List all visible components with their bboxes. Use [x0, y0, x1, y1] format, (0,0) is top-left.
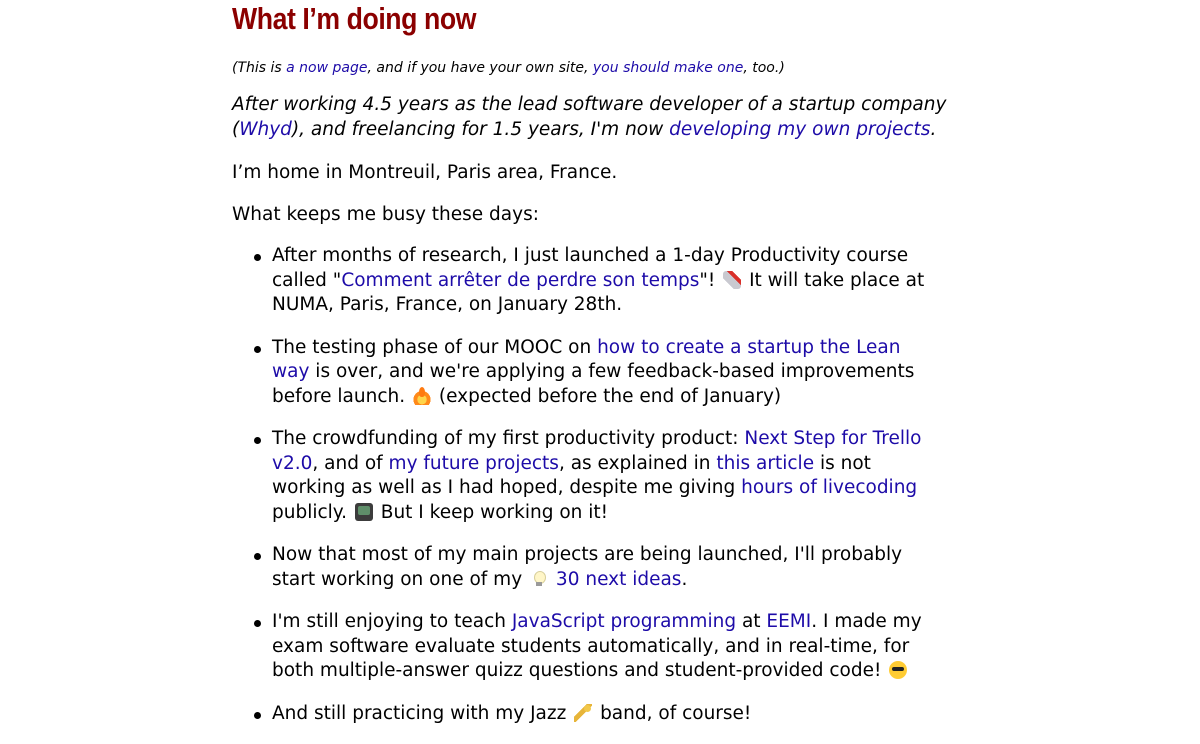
whyd-link[interactable]: Whyd: [239, 119, 292, 140]
bullet-icon: [254, 437, 261, 444]
item-text: (expected before the end of January): [433, 385, 782, 407]
fire-icon: [413, 387, 431, 405]
note-text: , and if you have your own site,: [367, 60, 593, 76]
next-ideas-link[interactable]: 30 next ideas: [555, 568, 682, 590]
note-text: (This is: [232, 60, 287, 76]
item-text: "!: [699, 269, 722, 291]
intro-text: After working 4.5 years as the lead software developer of a startup company (: [232, 94, 947, 140]
tv-icon: [355, 503, 373, 521]
item-text: After months of research, I just launched a 1-day Productivity course called ": [272, 245, 909, 291]
item-text: . I made my exam software evaluate students automatically, and in real-time, for both multiple-answer quizz questions and student-provided code!: [272, 611, 922, 681]
make-one-link[interactable]: you should make one: [592, 60, 744, 76]
item-text: The testing phase of our MOOC on: [272, 336, 598, 358]
item-text: is not working as well as I had hoped, despite me giving: [272, 452, 871, 498]
page-title: What I’m doing now: [232, 1, 477, 36]
bullet-icon: [254, 620, 261, 627]
busy-intro-paragraph: What keeps me busy these days:: [232, 204, 539, 225]
bullet-icon: [254, 254, 261, 261]
activity-list: [232, 244, 932, 744]
lightbulb-icon: [530, 570, 548, 588]
now-page-note: [232, 58, 972, 78]
intro-text: ), and freelancing for 1.5 years, I'm now: [291, 119, 670, 140]
sunglasses-face-icon: [889, 661, 907, 679]
list-item: [232, 244, 932, 318]
list-item: [232, 543, 932, 592]
item-text: It will take place at NUMA, Paris, France, on January 28th.: [272, 269, 925, 315]
item-text: , as explained in: [558, 452, 717, 474]
lean-startup-link[interactable]: how to create a startup the Lean way: [272, 336, 901, 382]
this-article-link[interactable]: this article: [716, 452, 815, 474]
item-text: But I keep working on it!: [374, 501, 609, 523]
intro-text: .: [930, 119, 937, 140]
list-item: [232, 702, 932, 727]
item-text: band, of course!: [594, 702, 752, 724]
location-paragraph: I’m home in Montreuil, Paris area, France.: [232, 162, 618, 183]
item-text: , and of: [312, 452, 389, 474]
item-text: The crowdfunding of my first productivity product:: [272, 428, 745, 449]
bullet-icon: [254, 553, 261, 560]
list-item: [232, 336, 932, 410]
livecoding-link[interactable]: hours of livecoding: [741, 477, 918, 498]
own-projects-link[interactable]: developing my own projects: [669, 119, 931, 140]
item-text: And still practicing with my Jazz: [272, 702, 573, 724]
list-item: [232, 610, 932, 684]
list-item: [232, 427, 932, 525]
next-step-trello-link[interactable]: Next Step for Trello v2.0: [272, 428, 922, 474]
item-text: I'm still enjoying to teach: [272, 611, 512, 632]
future-projects-link[interactable]: my future projects: [388, 452, 559, 474]
item-text: .: [681, 568, 688, 590]
trumpet-icon: [574, 704, 592, 722]
item-text: at: [736, 611, 767, 632]
item-text: is over, and we're applying a few feedback-based improvements before launch.: [272, 361, 915, 407]
item-text: publicly.: [272, 501, 353, 523]
javascript-programming-link[interactable]: JavaScript programming: [511, 611, 737, 632]
course-link[interactable]: Comment arrêter de perdre son temps: [341, 269, 700, 291]
bullet-icon: [254, 712, 261, 719]
now-page-link[interactable]: a now page: [286, 60, 368, 76]
rocket-icon: [723, 271, 741, 289]
note-text: , too.): [743, 60, 785, 76]
eemi-link[interactable]: EEMI: [766, 611, 812, 632]
item-text: Now that most of my main projects are being launched, I'll probably start working on one of my: [272, 544, 903, 590]
intro-paragraph: [232, 92, 972, 142]
bullet-icon: [254, 346, 261, 353]
